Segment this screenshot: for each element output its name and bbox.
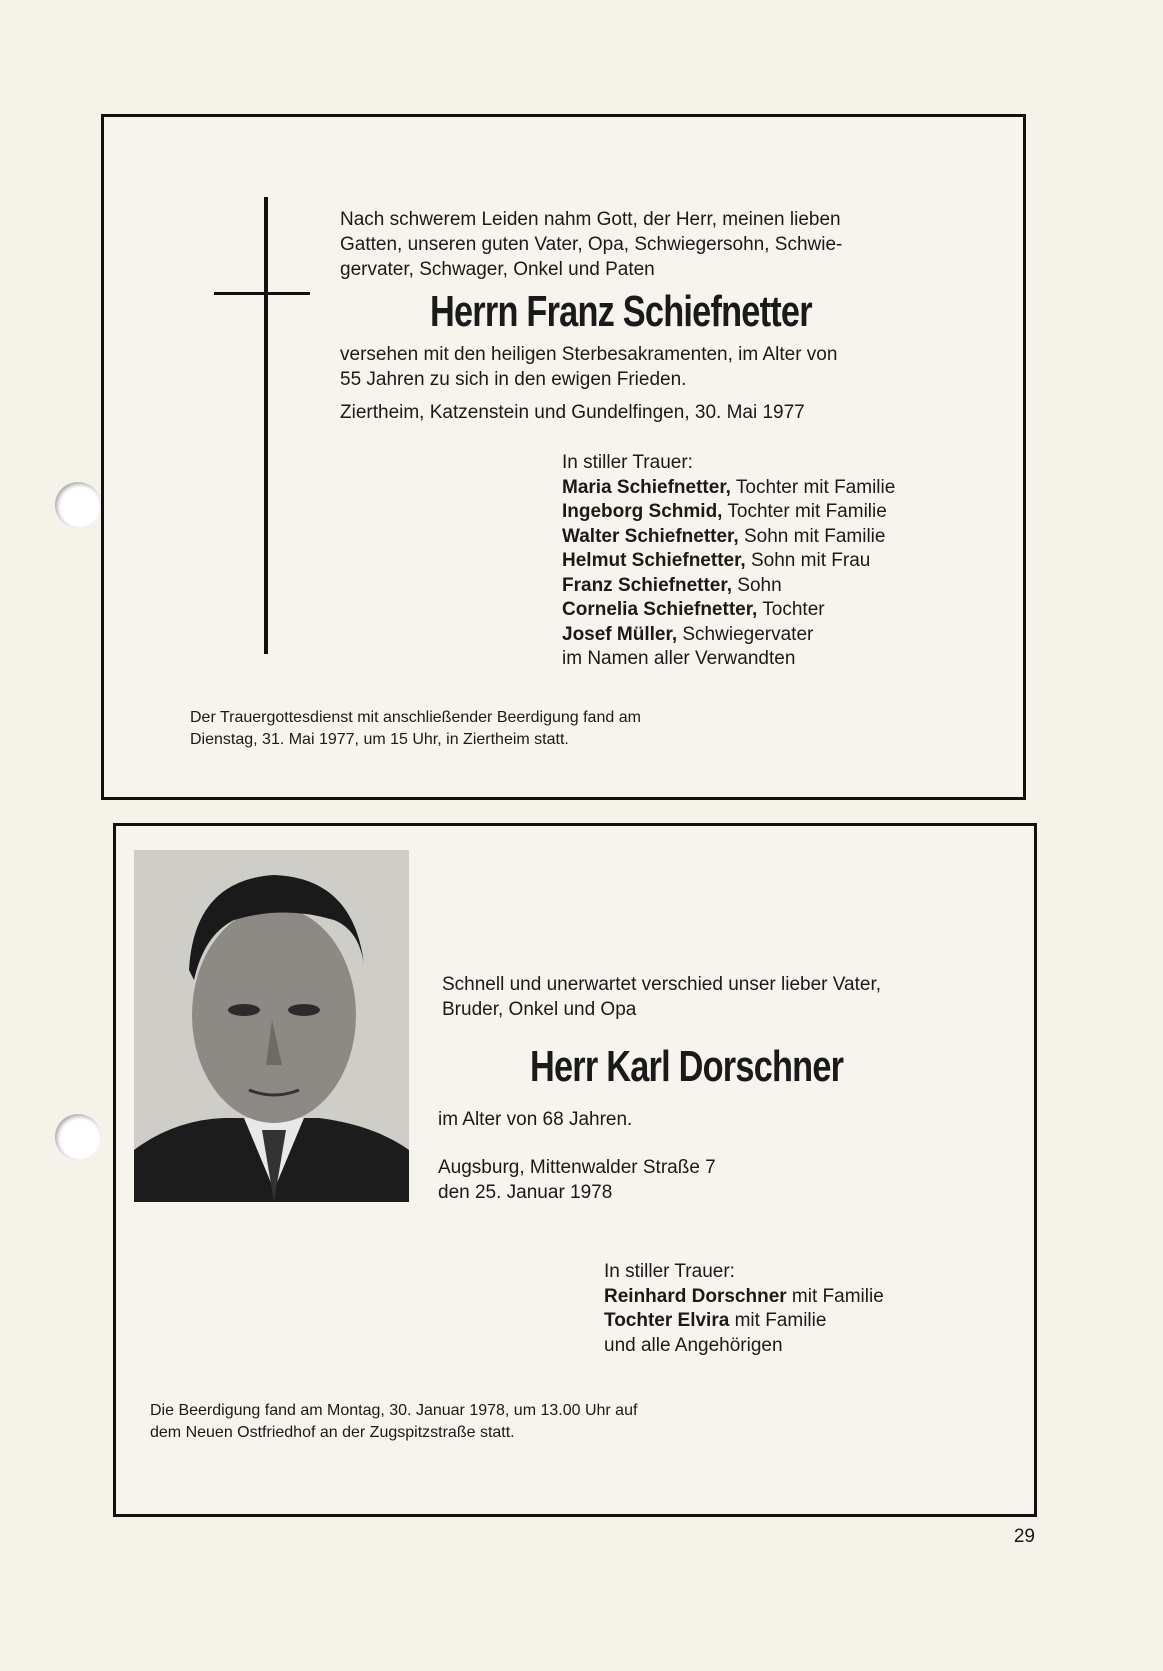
- mourner-name: Walter Schiefnetter,: [562, 525, 739, 547]
- service-line-2: Dienstag, 31. Mai 1977, um 15 Uhr, in Ziertheim statt.: [190, 731, 569, 748]
- service-info: [190, 707, 950, 751]
- mourners-list: [562, 451, 895, 672]
- intro2-line-2: Bruder, Onkel und Opa: [442, 999, 637, 1020]
- cross-icon-horizontal: [214, 292, 310, 295]
- mourner-name: Reinhard Dorschner: [604, 1285, 787, 1307]
- intro-line-3: gervater, Schwager, Onkel und Paten: [340, 259, 655, 280]
- mourner-row: [604, 1285, 884, 1310]
- intro-line-1: Nach schwerem Leiden nahm Gott, der Herr, meinen lieben: [340, 209, 841, 230]
- mourner-name: Josef Müller,: [562, 623, 678, 645]
- mourner-row: [562, 500, 895, 525]
- mourner-row: [604, 1309, 884, 1334]
- mourner-relation: mit Familie: [729, 1310, 827, 1331]
- portrait-image: [134, 850, 409, 1202]
- mourner-row: [562, 549, 895, 574]
- mourner-name: Franz Schiefnetter,: [562, 574, 732, 596]
- obituary-notice-schiefnetter: [101, 114, 1026, 800]
- intro-line-2: Gatten, unseren guten Vater, Opa, Schwiegersohn, Schwie-: [340, 234, 843, 255]
- mourner-name: Tochter Elvira: [604, 1310, 730, 1331]
- age-text: im Alter von 68 Jahren.: [438, 1109, 633, 1130]
- service-line-1: Der Trauergottesdienst mit anschließender Beerdigung fand am: [190, 709, 641, 726]
- funeral-line-1: Die Beerdigung fand am Montag, 30. Januar 1978, um 13.00 Uhr auf: [150, 1402, 638, 1419]
- place2-line-1: Augsburg, Mittenwalder Straße 7: [438, 1157, 716, 1178]
- mourner-name: Maria Schiefnetter,: [562, 476, 731, 498]
- page-number: 29: [1013, 1526, 1035, 1547]
- deceased-name: Herrn Franz Schiefnetter: [430, 287, 812, 336]
- deceased-name-2: Herr Karl Dorschner: [530, 1042, 844, 1091]
- mourner-name: Ingeborg Schmid,: [562, 501, 723, 522]
- place-date-2: [438, 1155, 716, 1205]
- mourner-row: [562, 598, 895, 623]
- intro-text: [340, 207, 980, 282]
- mourner-relation: Tochter mit Familie: [722, 501, 887, 522]
- mourners-footer-2: und alle Angehörigen: [604, 1334, 783, 1356]
- mourner-relation: Tochter mit Familie: [730, 476, 896, 498]
- funeral-info: [150, 1400, 970, 1444]
- mourners-list-2: [604, 1260, 884, 1358]
- mourner-row: [562, 476, 895, 501]
- mourner-name: Cornelia Schiefnetter,: [562, 599, 758, 620]
- mourner-row: [562, 525, 895, 550]
- place-date: Ziertheim, Katzenstein und Gundelfingen, 30. Mai 1977: [340, 402, 805, 423]
- intro2-line-1: Schnell und unerwartet verschied unser lieber Vater,: [442, 974, 882, 995]
- mourner-relation: Sohn mit Familie: [738, 525, 886, 547]
- mourner-relation: Tochter: [757, 599, 825, 620]
- mourner-relation: mit Familie: [786, 1285, 884, 1307]
- portrait-photo: [134, 850, 409, 1202]
- mourners-heading-2: In stiller Trauer:: [604, 1261, 735, 1282]
- mourner-relation: Schwiegervater: [677, 623, 814, 645]
- punch-hole-bottom: [55, 1114, 101, 1160]
- mourner-row: [562, 623, 895, 648]
- cross-icon-vertical: [264, 197, 268, 654]
- mourners-heading: In stiller Trauer:: [562, 452, 693, 473]
- mourner-name: Helmut Schiefnetter,: [562, 550, 746, 571]
- mourner-relation: Sohn: [732, 574, 782, 596]
- mourners-footer: im Namen aller Verwandten: [562, 648, 796, 669]
- body-text: [340, 342, 980, 392]
- punch-hole-top: [55, 482, 101, 528]
- body-line-1: versehen mit den heiligen Sterbesakramenten, im Alter von: [340, 344, 838, 365]
- mourner-relation: Sohn mit Frau: [745, 550, 871, 571]
- funeral-line-2: dem Neuen Ostfriedhof an der Zugspitzstraße statt.: [150, 1424, 515, 1441]
- body-line-2: 55 Jahren zu sich in den ewigen Frieden.: [340, 369, 687, 390]
- place2-line-2: den 25. Januar 1978: [438, 1182, 613, 1203]
- intro-text-2: [442, 972, 1022, 1022]
- mourner-row: [562, 574, 895, 599]
